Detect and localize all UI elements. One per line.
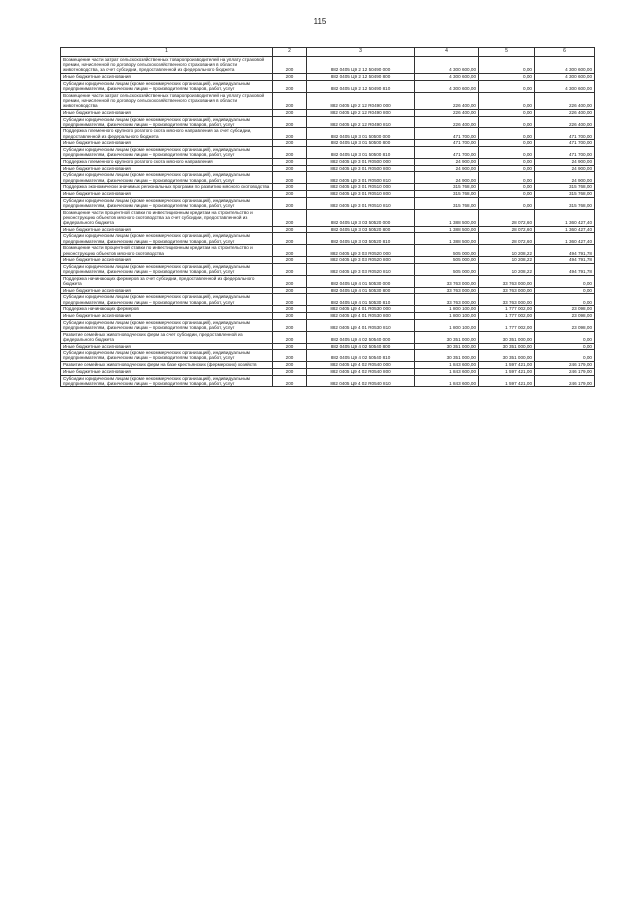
row-executed-amount: 30 351 000,00 [479,343,535,350]
row-description: Иные бюджетные ассигнования [61,190,273,197]
row-description: Развитие семейных животноводческих ферм за счет субсидии, предоставленной из федерального бюджета [61,331,273,343]
row-description: Субсидии юридическим лицам (кроме некоммерческих организаций), индивидуальным предпринимателям, физическим лицам – производителям товаров, работ, услуг [61,263,273,275]
row-code: 200 [273,257,307,264]
row-description: Развитие семейных животноводческих ферм на базе крестьянских (фермерских) хозяйств [61,362,273,369]
row-planned-amount: 30 351 000,00 [415,350,479,362]
row-description: Поддержка начинающих фермеров за счет субсидии, предоставленной из федерального бюджета [61,275,273,287]
row-planned-amount: 505 000,00 [415,245,479,257]
row-planned-amount: 1 800 100,00 [415,313,479,320]
row-classification: 882 0405 Ц9 3 01 50500 810 [307,147,415,159]
row-description: Субсидии юридическим лицам (кроме некоммерческих организаций), индивидуальным предпринимателям, физическим лицам – производителям товаров, работ, услуг [61,172,273,184]
row-remaining-amount: 0,00 [535,343,595,350]
row-description: Субсидии юридическим лицам (кроме некоммерческих организаций), индивидуальным предпринимателям, физическим лицам – производителям товаров, работ, услуг [61,350,273,362]
row-planned-amount: 226 400,00 [415,92,479,109]
row-executed-amount: 1 777 002,00 [479,313,535,320]
row-classification: 882 0405 Ц9 4 02 50540 000 [307,331,415,343]
table-row [61,319,595,331]
row-classification: 882 0405 Ц9 4 02 R0540 810 [307,375,415,387]
row-planned-amount: 471 700,00 [415,128,479,140]
row-executed-amount: 10 208,22 [479,257,535,264]
row-executed-amount: 0,00 [479,197,535,209]
row-planned-amount: 24 900,00 [415,172,479,184]
row-remaining-amount: 471 700,00 [535,147,595,159]
row-classification: 882 0405 Ц9 2 12 50490 810 [307,80,415,92]
row-code: 200 [273,147,307,159]
row-planned-amount: 24 900,00 [415,165,479,172]
row-planned-amount: 315 768,00 [415,197,479,209]
row-description: Возмещение части процентной ставки по инвестиционным кредитам на строительство и реконструкцию объектов мясного скотоводства за счет субсидии, предоставленной из федерального бюджета [61,209,273,226]
row-classification: 882 0405 Ц9 4 01 50530 800 [307,287,415,294]
table-header-row [61,48,595,57]
row-planned-amount: 1 843 600,00 [415,375,479,387]
table-row [61,368,595,375]
row-remaining-amount: 0,00 [535,294,595,306]
row-classification: 882 0405 Ц9 3 03 50520 800 [307,226,415,233]
row-executed-amount: 0,00 [479,172,535,184]
column-header: 5 [479,48,535,57]
row-code: 200 [273,140,307,147]
row-remaining-amount: 24 900,00 [535,158,595,165]
row-code: 200 [273,350,307,362]
row-planned-amount: 33 763 000,00 [415,287,479,294]
row-planned-amount: 1 843 600,00 [415,362,479,369]
row-code: 200 [273,165,307,172]
row-remaining-amount: 24 900,00 [535,172,595,184]
row-executed-amount: 0,00 [479,128,535,140]
row-code: 200 [273,172,307,184]
row-executed-amount: 0,00 [479,190,535,197]
row-remaining-amount: 23 098,00 [535,313,595,320]
table-row [61,226,595,233]
table-row [61,209,595,226]
row-classification: 882 0405 Ц9 3 01 R0500 810 [307,172,415,184]
row-classification: 882 0405 Ц9 4 02 50540 800 [307,343,415,350]
row-remaining-amount: 0,00 [535,350,595,362]
row-remaining-amount: 4 300 600,00 [535,80,595,92]
row-executed-amount: 33 763 000,00 [479,275,535,287]
table-row [61,343,595,350]
table-row [61,92,595,109]
row-planned-amount: 505 000,00 [415,263,479,275]
row-executed-amount: 0,00 [479,165,535,172]
table-row [61,165,595,172]
row-planned-amount: 315 768,00 [415,190,479,197]
row-classification: 882 0405 Ц9 4 02 50540 810 [307,350,415,362]
row-remaining-amount: 494 791,78 [535,245,595,257]
column-header: 2 [273,48,307,57]
row-planned-amount: 471 700,00 [415,140,479,147]
row-remaining-amount: 23 098,00 [535,306,595,313]
row-planned-amount: 33 763 000,00 [415,275,479,287]
row-executed-amount: 0,00 [479,158,535,165]
row-remaining-amount: 1 360 427,40 [535,226,595,233]
row-remaining-amount: 246 179,00 [535,375,595,387]
table-row [61,109,595,116]
row-description: Иные бюджетные ассигнования [61,287,273,294]
row-remaining-amount: 1 360 427,40 [535,209,595,226]
column-header: 6 [535,48,595,57]
table-row [61,128,595,140]
row-classification: 882 0405 Ц9 3 01 R0500 000 [307,158,415,165]
table-row [61,313,595,320]
row-executed-amount: 28 072,60 [479,209,535,226]
row-planned-amount: 1 800 100,00 [415,306,479,313]
page-number: 115 [313,17,327,26]
row-description: Иные бюджетные ассигнования [61,226,273,233]
table-row [61,233,595,245]
row-classification: 882 0405 Ц9 3 03 R0520 800 [307,257,415,264]
row-executed-amount: 0,00 [479,92,535,109]
row-remaining-amount: 315 768,00 [535,190,595,197]
row-code: 200 [273,92,307,109]
row-executed-amount: 33 763 000,00 [479,287,535,294]
row-executed-amount: 30 351 000,00 [479,350,535,362]
row-description: Возмещение части затрат сельскохозяйственных товаропроизводителей на уплату страховой премии, начисленной по договору сельскохозяйственного страхования в области животноводства [61,92,273,109]
table-row [61,172,595,184]
row-description: Поддержка племенного крупного рогатого скота мясного направления [61,158,273,165]
row-code: 200 [273,306,307,313]
row-description: Иные бюджетные ассигнования [61,313,273,320]
row-executed-amount: 10 208,22 [479,245,535,257]
row-code: 200 [273,116,307,128]
table-row [61,147,595,159]
row-remaining-amount: 24 900,00 [535,165,595,172]
table-row [61,197,595,209]
table-row [61,245,595,257]
row-executed-amount: 0,00 [479,116,535,128]
row-code: 200 [273,275,307,287]
row-code: 200 [273,319,307,331]
row-classification: 882 0405 Ц9 4 01 R0530 800 [307,313,415,320]
row-executed-amount: 0,00 [479,109,535,116]
row-executed-amount: 30 351 000,00 [479,331,535,343]
table-row [61,80,595,92]
row-classification: 882 0405 Ц9 3 03 50520 000 [307,209,415,226]
row-planned-amount: 24 900,00 [415,158,479,165]
row-executed-amount: 0,00 [479,147,535,159]
row-description: Иные бюджетные ассигнования [61,74,273,81]
row-classification: 882 0405 Ц9 4 01 R0530 000 [307,306,415,313]
row-classification: 882 0405 Ц9 4 02 R0540 800 [307,368,415,375]
row-planned-amount: 4 300 600,00 [415,80,479,92]
row-remaining-amount: 471 700,00 [535,128,595,140]
row-executed-amount: 1 777 002,00 [479,319,535,331]
row-remaining-amount: 0,00 [535,331,595,343]
table-row [61,362,595,369]
row-description: Иные бюджетные ассигнования [61,368,273,375]
table-row [61,257,595,264]
table-row [61,287,595,294]
row-classification: 882 0405 Ц9 3 01 R0510 000 [307,184,415,191]
row-executed-amount: 0,00 [479,57,535,74]
row-description: Поддержка экономически значимых региональных программ по развитию мясного скотоводства [61,184,273,191]
row-classification: 882 0405 Ц9 3 01 50500 800 [307,140,415,147]
row-description: Субсидии юридическим лицам (кроме некоммерческих организаций), индивидуальным предпринимателям, физическим лицам – производителям товаров, работ, услуг [61,197,273,209]
row-code: 200 [273,109,307,116]
row-planned-amount: 1 800 100,00 [415,319,479,331]
table-row [61,375,595,387]
row-planned-amount: 4 300 600,00 [415,57,479,74]
row-description: Субсидии юридическим лицам (кроме некоммерческих организаций), индивидуальным предпринимателям, физическим лицам – производителям товаров, работ, услуг [61,319,273,331]
row-classification: 882 0405 Ц9 4 01 R0530 810 [307,319,415,331]
row-executed-amount: 28 072,60 [479,226,535,233]
row-remaining-amount: 0,00 [535,275,595,287]
row-code: 200 [273,245,307,257]
row-code: 200 [273,313,307,320]
row-description: Субсидии юридическим лицам (кроме некоммерческих организаций), индивидуальным предпринимателям, физическим лицам – производителям товаров, работ, услуг [61,294,273,306]
row-executed-amount: 1 597 421,00 [479,375,535,387]
row-code: 200 [273,362,307,369]
row-planned-amount: 505 000,00 [415,257,479,264]
row-classification: 882 0405 Ц9 2 12 R0490 800 [307,109,415,116]
row-remaining-amount: 4 300 600,00 [535,57,595,74]
column-header: 1 [61,48,273,57]
row-planned-amount: 1 843 600,00 [415,368,479,375]
row-classification: 882 0405 Ц9 2 12 50490 000 [307,57,415,74]
row-code: 200 [273,343,307,350]
row-remaining-amount: 315 768,00 [535,197,595,209]
row-executed-amount: 1 777 002,00 [479,306,535,313]
row-code: 200 [273,57,307,74]
row-executed-amount: 0,00 [479,80,535,92]
row-remaining-amount: 1 360 427,40 [535,233,595,245]
row-code: 200 [273,74,307,81]
row-code: 200 [273,375,307,387]
row-code: 200 [273,190,307,197]
row-planned-amount: 226 400,00 [415,116,479,128]
row-description: Иные бюджетные ассигнования [61,165,273,172]
row-remaining-amount: 315 768,00 [535,184,595,191]
row-executed-amount: 0,00 [479,74,535,81]
row-description: Субсидии юридическим лицам (кроме некоммерческих организаций), индивидуальным предпринимателям, физическим лицам – производителям товаров, работ, услуг [61,233,273,245]
row-remaining-amount: 226 400,00 [535,116,595,128]
row-description: Иные бюджетные ассигнования [61,257,273,264]
row-planned-amount: 471 700,00 [415,147,479,159]
row-remaining-amount: 4 300 600,00 [535,74,595,81]
row-description: Иные бюджетные ассигнования [61,140,273,147]
row-code: 200 [273,197,307,209]
table-row [61,190,595,197]
row-description: Возмещение части процентной ставки по инвестиционным кредитам на строительство и реконструкцию объектов мясного скотоводства [61,245,273,257]
row-classification: 882 0405 Ц9 3 01 R0500 800 [307,165,415,172]
table-row [61,306,595,313]
column-header: 3 [307,48,415,57]
budget-table [60,47,595,387]
table-row [61,74,595,81]
table-row [61,140,595,147]
table-row [61,263,595,275]
row-planned-amount: 1 388 500,00 [415,233,479,245]
row-planned-amount: 30 351 000,00 [415,343,479,350]
table-row [61,57,595,74]
row-code: 200 [273,294,307,306]
row-executed-amount: 33 763 000,00 [479,294,535,306]
row-code: 200 [273,331,307,343]
row-planned-amount: 30 351 000,00 [415,331,479,343]
row-remaining-amount: 23 098,00 [535,319,595,331]
row-description: Иные бюджетные ассигнования [61,109,273,116]
row-code: 200 [273,80,307,92]
row-planned-amount: 1 388 500,00 [415,226,479,233]
row-executed-amount: 1 597 421,00 [479,368,535,375]
row-classification: 882 0405 Ц9 2 12 R0490 810 [307,116,415,128]
row-code: 200 [273,226,307,233]
row-remaining-amount: 494 791,78 [535,263,595,275]
table-row [61,331,595,343]
table-row [61,184,595,191]
row-planned-amount: 315 768,00 [415,184,479,191]
row-description: Субсидии юридическим лицам (кроме некоммерческих организаций), индивидуальным предпринимателям, физическим лицам – производителям товаров, работ, услуг [61,116,273,128]
row-description: Поддержка племенного крупного рогатого скота мясного направления за счет субсидии, предоставленной из федерального бюджета [61,128,273,140]
row-planned-amount: 1 388 500,00 [415,209,479,226]
row-code: 200 [273,128,307,140]
row-classification: 882 0405 Ц9 4 01 50530 000 [307,275,415,287]
row-code: 200 [273,184,307,191]
table-row [61,158,595,165]
row-planned-amount: 226 400,00 [415,109,479,116]
row-code: 200 [273,263,307,275]
row-classification: 882 0405 Ц9 3 03 R0520 000 [307,245,415,257]
row-classification: 882 0405 Ц9 3 01 R0510 810 [307,197,415,209]
row-planned-amount: 33 763 000,00 [415,294,479,306]
row-executed-amount: 1 597 421,00 [479,362,535,369]
row-remaining-amount: 471 700,00 [535,140,595,147]
row-classification: 882 0405 Ц9 3 03 R0520 810 [307,263,415,275]
row-code: 200 [273,158,307,165]
row-planned-amount: 4 300 600,00 [415,74,479,81]
row-executed-amount: 28 072,60 [479,233,535,245]
row-classification: 882 0405 Ц9 2 12 50490 800 [307,74,415,81]
row-description: Поддержка начинающих фермеров [61,306,273,313]
table-row [61,116,595,128]
table-row [61,294,595,306]
row-classification: 882 0405 Ц9 4 01 50530 810 [307,294,415,306]
row-classification: 882 0405 Ц9 2 12 R0490 000 [307,92,415,109]
row-classification: 882 0405 Ц9 4 02 R0540 000 [307,362,415,369]
table-row [61,275,595,287]
row-code: 200 [273,287,307,294]
row-remaining-amount: 226 400,00 [535,109,595,116]
row-remaining-amount: 0,00 [535,287,595,294]
row-remaining-amount: 246 179,00 [535,362,595,369]
row-description: Субсидии юридическим лицам (кроме некоммерческих организаций), индивидуальным предпринимателям, физическим лицам – производителям товаров, работ, услуг [61,375,273,387]
row-code: 200 [273,209,307,226]
row-code: 200 [273,368,307,375]
row-executed-amount: 0,00 [479,184,535,191]
table-body [61,57,595,387]
row-description: Субсидии юридическим лицам (кроме некоммерческих организаций), индивидуальным предпринимателям, физическим лицам – производителям товаров, работ, услуг [61,147,273,159]
row-classification: 882 0405 Ц9 3 01 R0510 800 [307,190,415,197]
row-executed-amount: 10 208,22 [479,263,535,275]
row-remaining-amount: 226 400,00 [535,92,595,109]
row-remaining-amount: 494 791,78 [535,257,595,264]
row-remaining-amount: 246 179,00 [535,368,595,375]
table-row [61,350,595,362]
row-classification: 882 0405 Ц9 3 03 50520 810 [307,233,415,245]
row-code: 200 [273,233,307,245]
row-executed-amount: 0,00 [479,140,535,147]
row-description: Субсидии юридическим лицам (кроме некоммерческих организаций), индивидуальным предпринимателям, физическим лицам – производителям товаров, работ, услуг [61,80,273,92]
row-description: Иные бюджетные ассигнования [61,343,273,350]
column-header: 4 [415,48,479,57]
row-description: Возмещение части затрат сельскохозяйственных товаропроизводителей на уплату страховой премии, начисленной по договору сельскохозяйственного страхования в области животноводства, за счет субсидии, предоставленной из федерального бюджета [61,57,273,74]
row-classification: 882 0405 Ц9 3 01 50500 000 [307,128,415,140]
